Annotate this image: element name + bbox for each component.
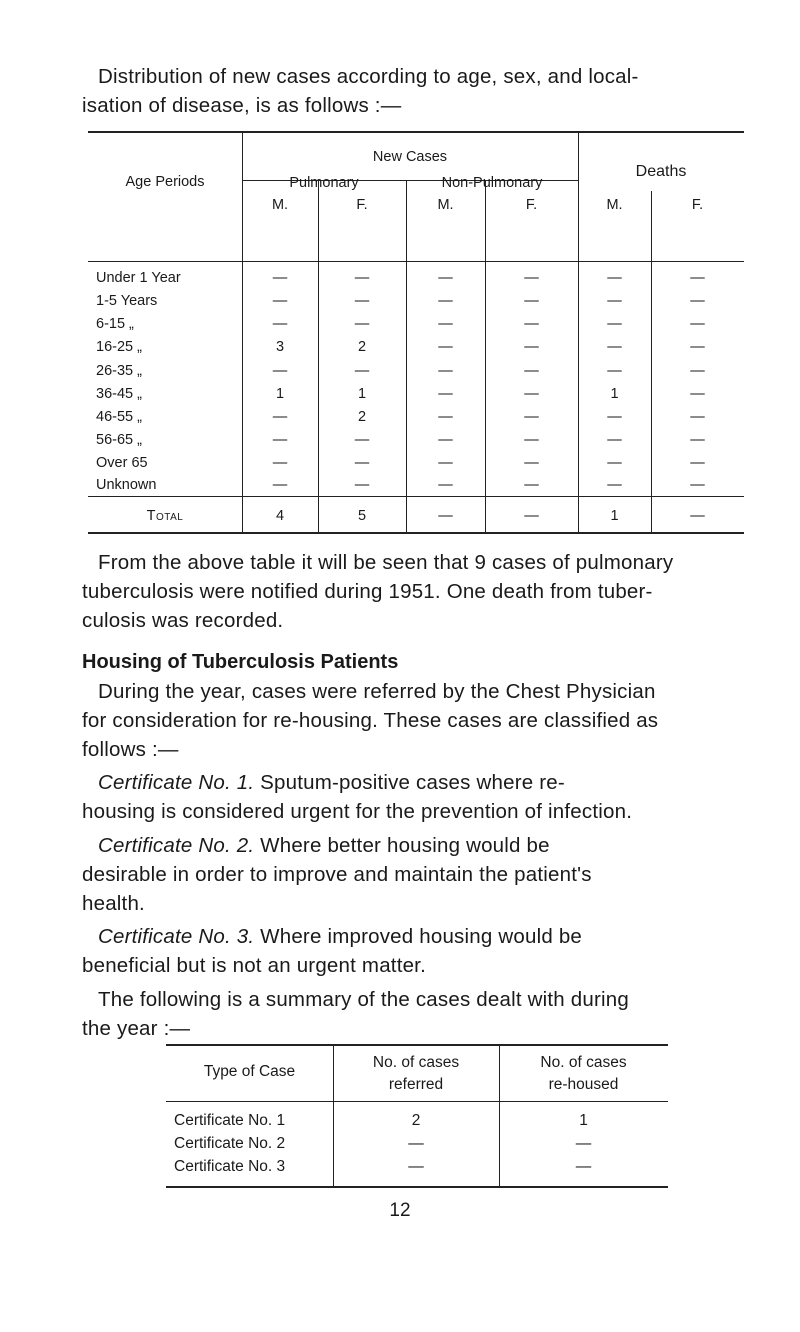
total-cell: —: [690, 508, 705, 524]
total-cell: 4: [275, 508, 285, 524]
housing-paragraph: [82, 677, 658, 764]
summary-line-1: From the above table it will be seen that 9 cases of pulmonary: [98, 551, 674, 574]
row-label: Unknown: [96, 477, 157, 493]
table-cell: —: [438, 316, 453, 332]
header-cases-rehoused-line-2: re-housed: [548, 1076, 619, 1093]
housing-line-2: for consideration for re-housing. These cases are classified as: [82, 709, 659, 732]
table-cell: —: [690, 363, 705, 379]
table-cell: —: [272, 363, 288, 379]
table-cell: —: [438, 432, 453, 448]
header-deaths-m: M.: [606, 197, 623, 213]
table-cell: —: [272, 455, 288, 471]
header-non-pulmonary-m: M.: [437, 197, 454, 213]
table-cell: —: [438, 270, 453, 286]
row-label: Under 1 Year: [96, 270, 181, 286]
table-cell: 1: [275, 386, 285, 402]
header-cases-rehoused-line-1: No. of cases: [540, 1054, 627, 1071]
header-cases-rehoused: [499, 1052, 668, 1096]
table-cell: —: [438, 339, 453, 355]
row-label: Certificate No. 3: [174, 1158, 286, 1175]
table-cell: —: [354, 477, 370, 493]
table-cell: —: [524, 339, 539, 355]
rehousing-table: [166, 1044, 668, 1188]
header-cases-referred-line-2: referred: [388, 1076, 444, 1093]
header-deaths: Deaths: [635, 163, 687, 180]
summary-2-line-1: The following is a summary of the cases dealt with during: [98, 988, 629, 1011]
table-cell: —: [438, 455, 453, 471]
table-cell: —: [438, 409, 453, 425]
table-cell: —: [607, 432, 622, 448]
certificate-3-text: Where improved housing would be: [254, 925, 583, 948]
total-label: Total: [146, 508, 184, 524]
table-cell: —: [607, 409, 622, 425]
header-pulmonary-m: M.: [271, 197, 289, 213]
table-cell: —: [272, 316, 288, 332]
certificate-1-title: Certificate No. 1.: [98, 771, 255, 794]
table-cell: —: [272, 409, 288, 425]
table-cell: —: [607, 339, 622, 355]
new-cases-table: [88, 131, 744, 533]
table-cell: —: [272, 477, 288, 493]
header-cases-referred: [333, 1052, 499, 1096]
summary-line-2: tuberculosis were notified during 1951. One death from tuber-: [82, 580, 653, 603]
certificate-3-paragraph: [82, 922, 582, 980]
table-cell: —: [607, 363, 622, 379]
table-cell: —: [524, 386, 539, 402]
total-cell: —: [438, 508, 453, 524]
certificate-3-title: Certificate No. 3.: [98, 925, 255, 948]
table-cell: 2: [357, 339, 367, 355]
row-label: 36-45 „: [96, 386, 142, 402]
table-cell: —: [690, 316, 705, 332]
table-cell: —: [524, 432, 539, 448]
table-cell: —: [524, 270, 539, 286]
certificate-2-title: Certificate No. 2.: [98, 834, 255, 857]
table-cell: 2: [411, 1112, 421, 1129]
header-non-pulmonary: Non-Pulmonary: [441, 175, 543, 191]
intro-line-1: Distribution of new cases according to age, sex, and local-: [98, 65, 639, 88]
row-label: 46-55 „: [96, 409, 142, 425]
table-cell: —: [524, 409, 539, 425]
section-heading: Housing of Tuberculosis Patients: [82, 651, 399, 673]
table-cell: —: [354, 455, 370, 471]
table-cell: —: [354, 432, 370, 448]
table-cell: —: [690, 339, 705, 355]
certificate-1-text: Sputum-positive cases where re-: [254, 771, 565, 794]
row-label: Over 65: [96, 455, 148, 471]
table-cell: —: [524, 455, 539, 471]
summary-paragraph: [82, 548, 673, 635]
certificate-2-paragraph: [82, 831, 592, 918]
header-cases-referred-line-1: No. of cases: [372, 1054, 460, 1071]
summary-line-3: culosis was recorded.: [82, 609, 284, 632]
certificate-2-text: Where better housing would be: [254, 834, 550, 857]
table-cell: —: [272, 293, 288, 309]
row-label: Certificate No. 1: [174, 1112, 286, 1129]
summary-2-paragraph: [82, 985, 629, 1043]
intro-paragraph: [82, 62, 639, 120]
table-cell: —: [408, 1158, 424, 1175]
table-cell: —: [607, 293, 622, 309]
table-cell: —: [524, 293, 539, 309]
table-cell: —: [607, 316, 622, 332]
row-label: 56-65 „: [96, 432, 142, 448]
row-label: 6-15 „: [96, 316, 134, 332]
table-cell: —: [690, 293, 705, 309]
header-new-cases: New Cases: [372, 149, 448, 165]
housing-line-1: During the year, cases were referred by the Chest Physician: [98, 680, 656, 703]
table-cell: —: [272, 270, 288, 286]
header-deaths-f: F.: [691, 197, 704, 213]
table-cell: —: [607, 455, 622, 471]
table-cell: —: [524, 477, 539, 493]
summary-2-line-2: the year :—: [82, 1017, 191, 1040]
header-type-of-case: Type of Case: [203, 1063, 296, 1080]
table-cell: —: [575, 1158, 592, 1175]
certificate-2-line-3: health.: [82, 892, 145, 915]
row-label: Certificate No. 2: [174, 1135, 286, 1152]
table-cell: —: [438, 386, 453, 402]
table-cell: —: [524, 363, 539, 379]
table-cell: —: [438, 477, 453, 493]
table-cell: —: [354, 270, 370, 286]
table-cell: —: [438, 293, 453, 309]
table-cell: —: [354, 316, 370, 332]
total-cell: —: [524, 508, 539, 524]
table-cell: —: [272, 432, 288, 448]
table-cell: 1: [579, 1112, 588, 1129]
table-cell: 1: [610, 386, 619, 402]
header-age-periods: Age Periods: [125, 174, 205, 190]
header-pulmonary: Pulmonary: [289, 175, 359, 191]
table-cell: —: [690, 409, 705, 425]
table-cell: —: [690, 455, 705, 471]
table-cell: —: [354, 363, 370, 379]
table-cell: —: [408, 1135, 424, 1152]
housing-line-3: follows :—: [82, 738, 179, 761]
certificate-3-line-2: beneficial but is not an urgent matter.: [82, 954, 426, 977]
table-cell: 1: [357, 386, 367, 402]
table-cell: —: [690, 432, 705, 448]
table-cell: 2: [357, 409, 367, 425]
intro-line-2: isation of disease, is as follows :—: [82, 94, 402, 117]
table-cell: —: [354, 293, 370, 309]
table-cell: —: [607, 270, 622, 286]
table-cell: —: [607, 477, 622, 493]
table-cell: —: [438, 363, 453, 379]
table-cell: 3: [275, 339, 285, 355]
header-pulmonary-f: F.: [356, 197, 368, 213]
table-cell: —: [524, 316, 539, 332]
row-label: 1-5 Years: [96, 293, 158, 309]
table-cell: —: [690, 477, 705, 493]
certificate-2-line-2: desirable in order to improve and maintain the patient's: [82, 863, 592, 886]
certificate-1-line-2: housing is considered urgent for the prevention of infection.: [82, 800, 633, 823]
row-label: 16-25 „: [96, 339, 142, 355]
page-number: 12: [389, 1200, 411, 1221]
total-cell: 1: [610, 508, 619, 524]
table-cell: —: [575, 1135, 592, 1152]
row-label: 26-35 „: [96, 363, 142, 379]
total-cell: 5: [357, 508, 367, 524]
header-non-pulmonary-f: F.: [525, 197, 538, 213]
table-cell: —: [690, 270, 705, 286]
certificate-1-paragraph: [82, 768, 632, 826]
table-cell: —: [690, 386, 705, 402]
